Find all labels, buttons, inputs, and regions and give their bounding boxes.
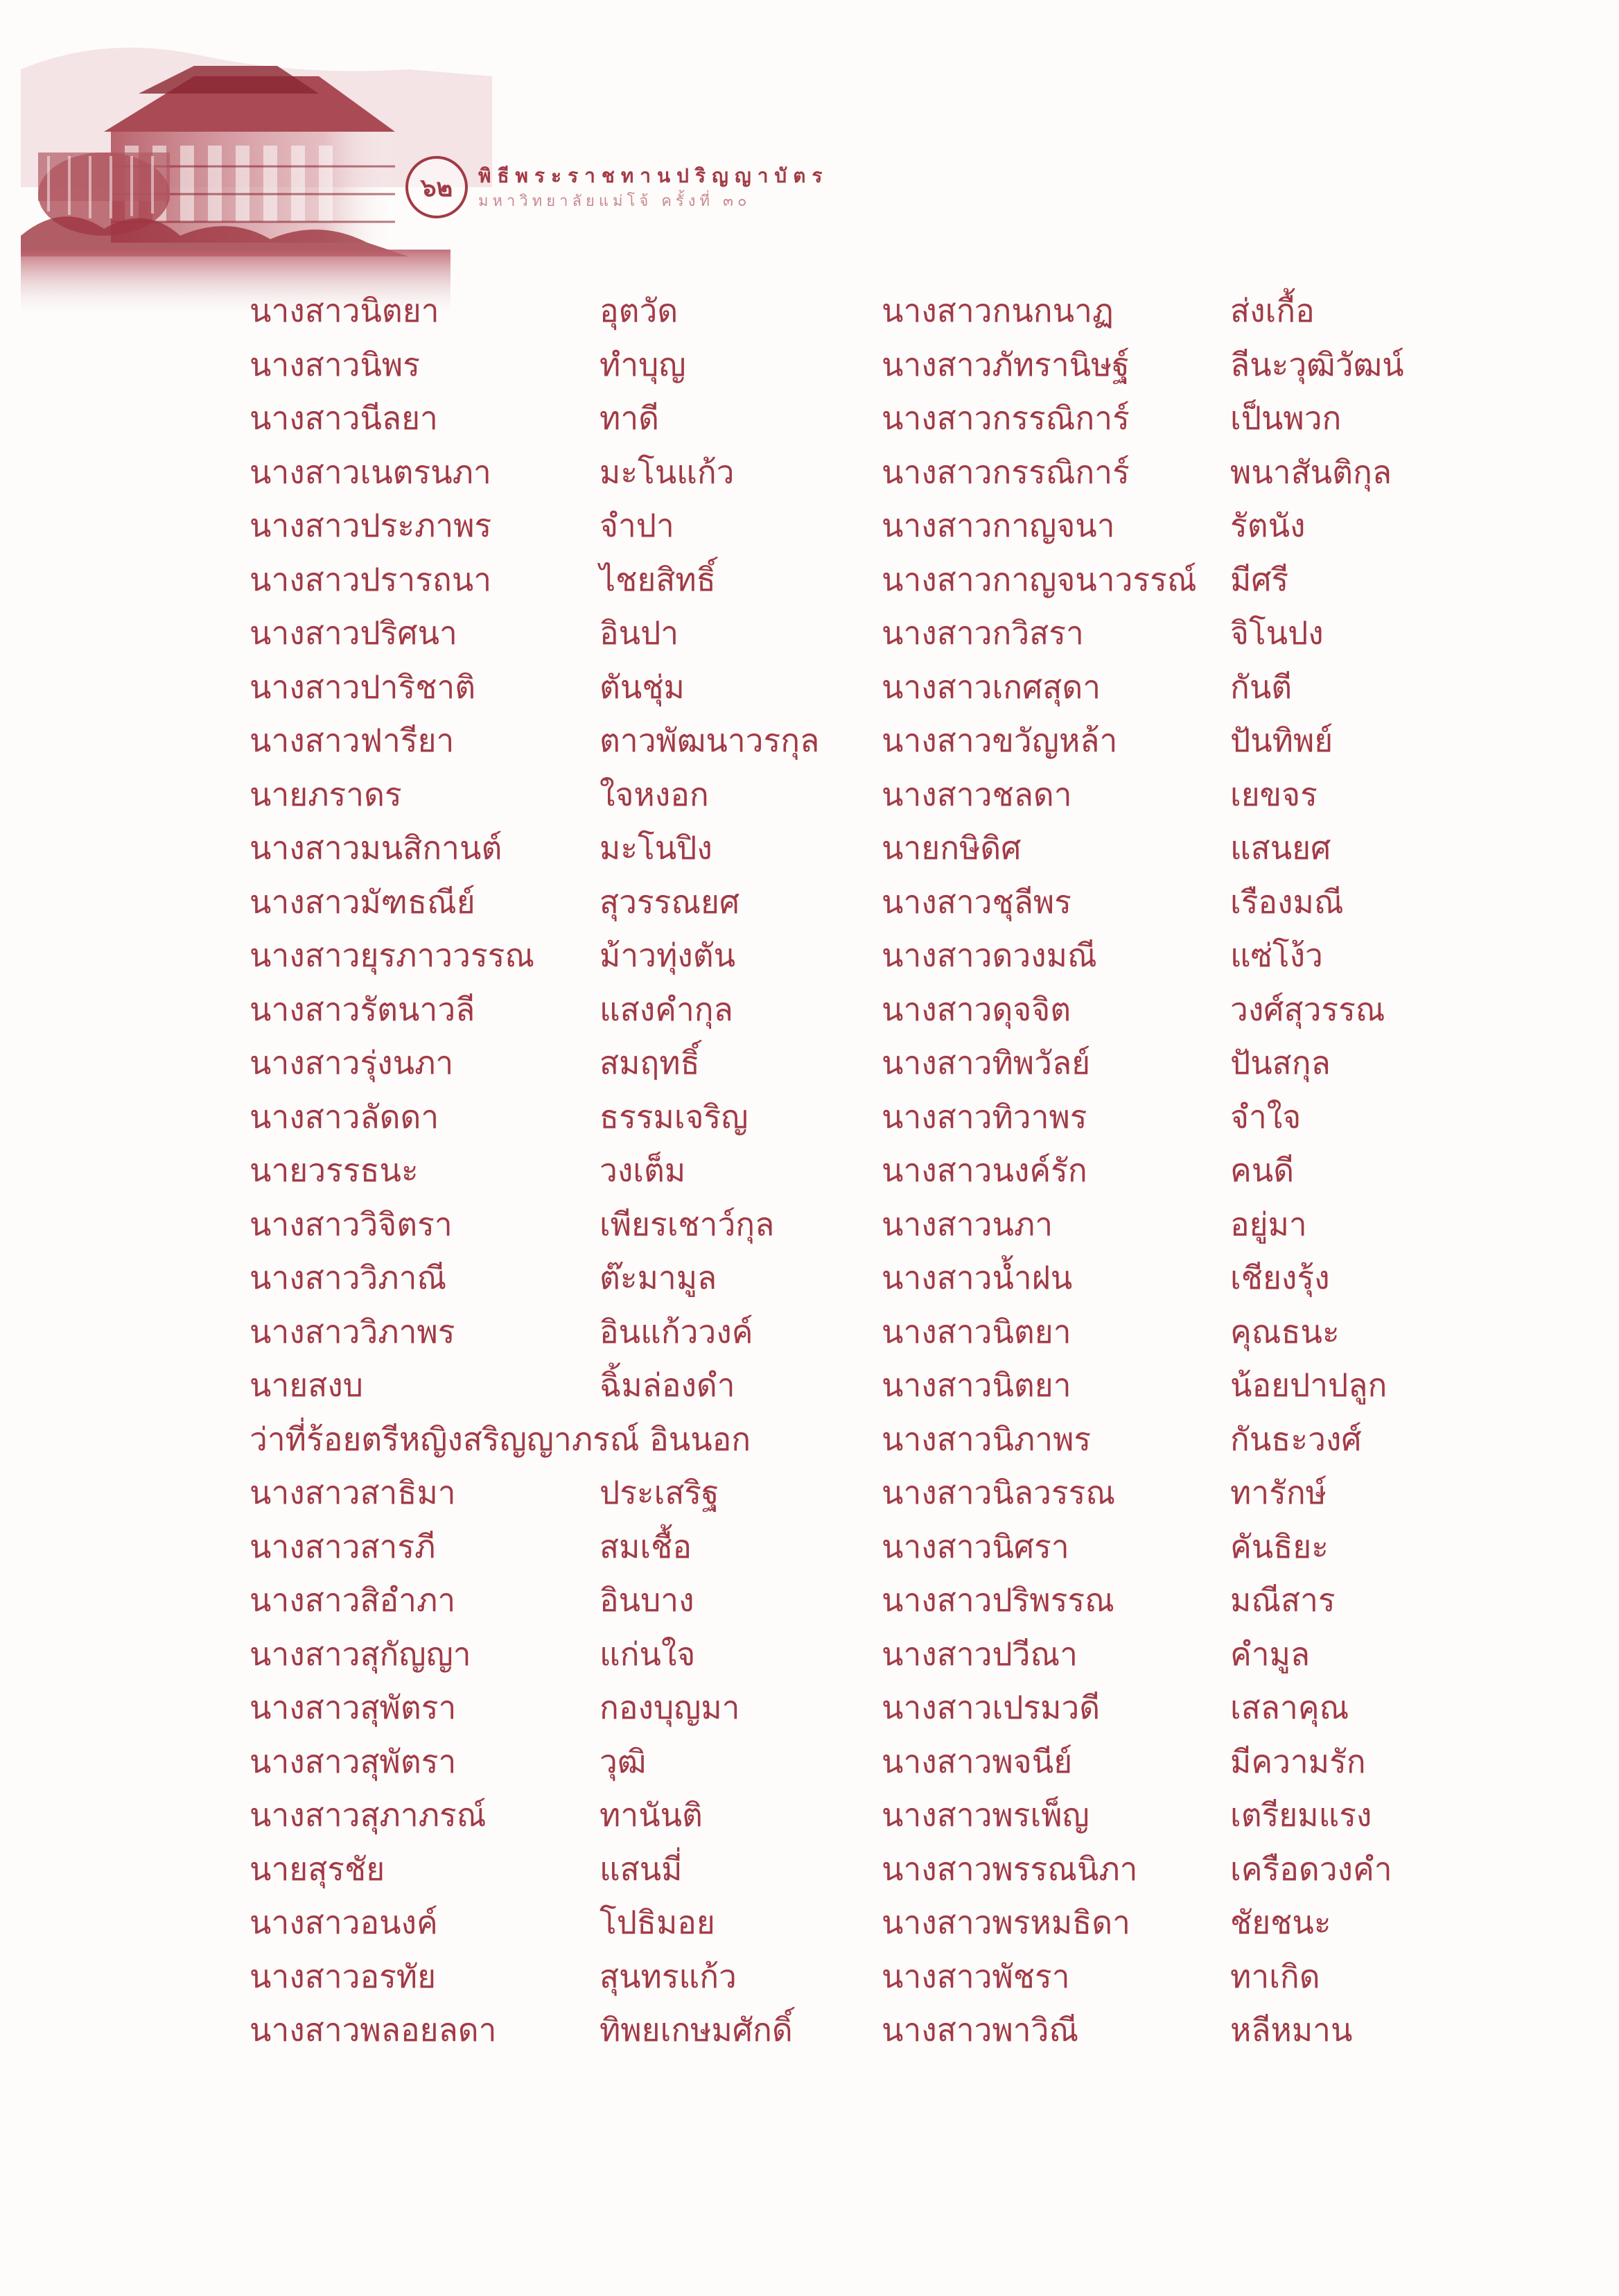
name-row — [250, 876, 1525, 930]
last-name: เชียงรุ้ง — [1230, 1259, 1330, 1296]
first-name: นางสาวมัฑธณีย์ — [250, 882, 475, 921]
last-name: สมเชื้อ — [600, 1527, 692, 1565]
first-name: นางสาวสุพัตรา — [250, 1689, 457, 1726]
last-name: แก่นใจ — [600, 1635, 696, 1673]
first-name: นายสุรชัย — [250, 1850, 385, 1888]
last-name: กันตี — [1230, 668, 1293, 706]
first-name: นางสาวกรรณิการ์ — [882, 399, 1130, 437]
last-name: ทานันติ — [600, 1796, 703, 1834]
last-name: ต๊ะมามูล — [600, 1259, 717, 1296]
last-name: อยู่มา — [1230, 1205, 1307, 1243]
name-row — [250, 1466, 1525, 1520]
ceremony-title: พิธีพระราชทานปริญญาบัตร — [478, 164, 829, 187]
last-name: ม้าวทุ่งตัน — [600, 937, 736, 974]
name-row — [250, 1090, 1525, 1145]
last-name: ส่งเกื้อ — [1230, 292, 1315, 329]
name-row — [250, 2003, 1525, 2058]
last-name: จำปา — [600, 507, 674, 544]
last-name: แสนมี่ — [600, 1850, 683, 1888]
page-number: ๖๒ — [420, 173, 453, 202]
last-name: ลีนะวุฒิวัฒน์ — [1230, 345, 1404, 383]
first-name: นางสาวอรทัย — [250, 1957, 437, 1995]
first-name: นางสาวกวิสรา — [882, 614, 1084, 652]
last-name: หลีหมาน — [1230, 2011, 1353, 2049]
ceremony-subtitle: มหาวิทยาลัยแม่โจ้ ครั้งที่ ๓๐ — [478, 193, 751, 210]
last-name: คุณธนะ — [1230, 1312, 1340, 1350]
first-name: นางสาวรัตนาวลี — [250, 990, 475, 1028]
last-name: เป็นพวก — [1230, 399, 1342, 437]
last-name: วงเต็ม — [600, 1151, 686, 1189]
first-name: นางสาวเกศสุดา — [882, 668, 1101, 706]
name-row — [250, 392, 1525, 446]
first-name: นางสาวปรารถนา — [250, 560, 492, 598]
name-row — [250, 1144, 1525, 1198]
page-number-badge — [405, 156, 468, 218]
name-row — [250, 768, 1525, 822]
first-name: ว่าที่ร้อยตรีหญิงสริญญาภรณ์ อินนอก — [250, 1420, 751, 1458]
first-name: นางสาวมนสิกานต์ — [250, 829, 502, 867]
last-name: พนาสันติกุล — [1230, 453, 1392, 491]
first-name: นางสาวนิศรา — [882, 1527, 1069, 1565]
last-name: ธรรมเจริญ — [600, 1097, 749, 1136]
name-row — [250, 1574, 1525, 1628]
last-name: ใจหงอก — [600, 775, 709, 813]
last-name: ทำบุญ — [600, 345, 686, 383]
first-name: นางสาวทิพวัลย์ — [882, 1044, 1091, 1081]
last-name: เยขจร — [1230, 775, 1318, 813]
last-name: ทิพยเกษมศักดิ์ — [600, 2011, 793, 2049]
name-row — [250, 1896, 1525, 1950]
first-name: นางสาวประภาพร — [250, 507, 492, 544]
name-row — [250, 1520, 1525, 1574]
last-name: มะโนปิง — [600, 829, 712, 867]
name-row — [250, 929, 1525, 983]
name-row — [250, 284, 1525, 338]
first-name: นางสาวพรเพ็ญ — [882, 1796, 1089, 1834]
last-name: แสงคำกุล — [600, 990, 733, 1028]
first-name: นางสาวอนงค์ — [250, 1904, 438, 1941]
name-row — [250, 1681, 1525, 1735]
last-name: กันธะวงศ์ — [1230, 1420, 1362, 1458]
first-name: นางสาวเปรมวดี — [882, 1689, 1101, 1726]
first-name: นางสาวนิตยา — [250, 292, 439, 329]
first-name: นางสาวปริพรรณ — [882, 1581, 1114, 1619]
last-name: สมฤทธิ์ — [600, 1044, 700, 1081]
first-name: นางสาวทิวาพร — [882, 1097, 1087, 1136]
last-name: อุตวัด — [600, 292, 679, 329]
name-row — [250, 1413, 1525, 1467]
name-row — [250, 1735, 1525, 1789]
first-name: นางสาวกรรณิการ์ — [882, 453, 1130, 491]
first-name: นางสาวปริศนา — [250, 614, 457, 652]
last-name: อินแก้ววงค์ — [600, 1312, 753, 1350]
first-name: นางสาวลัดดา — [250, 1097, 439, 1136]
first-name: นางสาวชลดา — [882, 775, 1072, 813]
first-name: นางสาวชุลีพร — [882, 882, 1071, 921]
graduate-name-list — [250, 284, 1525, 2058]
name-row — [250, 821, 1525, 876]
first-name: นางสาวนิภาพร — [882, 1420, 1092, 1458]
last-name: เตรียมแรง — [1230, 1796, 1372, 1834]
first-name: นางสาวนิตยา — [882, 1312, 1071, 1350]
first-name: นางสาวนิลวรรณ — [882, 1474, 1116, 1511]
first-name: นางสาวฟารียา — [250, 722, 455, 759]
first-name: นางสาวภัทรานิษฐ์ — [882, 345, 1130, 383]
name-row — [250, 1251, 1525, 1305]
first-name: นางสาวสารภี — [250, 1527, 436, 1565]
first-name: นางสาวสาธิมา — [250, 1474, 456, 1511]
name-row — [250, 1628, 1525, 1682]
last-name: ทารักษ์ — [1230, 1474, 1327, 1511]
last-name: ชัยชนะ — [1230, 1904, 1331, 1941]
first-name: นางสาวสุภาภรณ์ — [250, 1796, 487, 1834]
first-name: นางสาวยุรภาววรรณ — [250, 937, 535, 974]
first-name: นางสาวสุกัญญา — [250, 1635, 471, 1673]
last-name: แซ่โง้ว — [1230, 937, 1323, 974]
name-row — [250, 1843, 1525, 1897]
name-row — [250, 983, 1525, 1037]
last-name: สุนทรแก้ว — [600, 1957, 737, 1995]
last-name: วงศ์สุวรรณ — [1230, 990, 1385, 1028]
last-name: มณีสาร — [1230, 1581, 1336, 1619]
last-name: อินบาง — [600, 1581, 694, 1619]
first-name: นางสาวปาริชาติ — [250, 668, 476, 706]
first-name: นายวรรธนะ — [250, 1151, 419, 1189]
first-name: นางสาวนิตยา — [882, 1366, 1071, 1404]
first-name: นางสาวรุ่งนภา — [250, 1044, 454, 1081]
first-name: นางสาวพัชรา — [882, 1957, 1070, 1995]
first-name: นางสาวสิอำภา — [250, 1581, 456, 1619]
first-name: นางสาวขวัญหล้า — [882, 722, 1118, 759]
name-row — [250, 1036, 1525, 1090]
name-row — [250, 714, 1525, 768]
last-name: ตันชุ่ม — [600, 668, 685, 706]
first-name: นายสงบ — [250, 1366, 363, 1404]
last-name: มะโนแก้ว — [600, 453, 735, 491]
last-name: ฉิ้มล่องดำ — [600, 1366, 735, 1404]
last-name: กองบุญมา — [600, 1689, 740, 1726]
last-name: คำมูล — [1230, 1635, 1311, 1673]
last-name: รัตนัง — [1230, 507, 1306, 544]
last-name: ประเสริฐ — [600, 1474, 719, 1511]
last-name: ไชยสิทธิ์ — [600, 560, 716, 598]
last-name: โปธิมอย — [600, 1904, 715, 1941]
last-name: ทาเกิด — [1230, 1957, 1320, 1995]
name-row — [250, 607, 1525, 661]
last-name: เสลาคุณ — [1230, 1689, 1349, 1726]
first-name: นายภราดร — [250, 775, 402, 813]
first-name: นางสาววิจิตรา — [250, 1205, 453, 1243]
last-name: สุวรรณยศ — [600, 882, 740, 921]
last-name: วุฒิ — [600, 1742, 647, 1780]
first-name: นางสาวดวงมณี — [882, 937, 1097, 974]
name-row — [250, 661, 1525, 715]
first-name: นางสาวนีลยา — [250, 399, 438, 437]
first-name: นางสาวนภา — [882, 1205, 1053, 1243]
first-name: นางสาวกาญจนา — [882, 507, 1115, 544]
last-name: จำใจ — [1230, 1097, 1302, 1136]
first-name: นางสาวเนตรนภา — [250, 453, 491, 491]
first-name: นางสาวสุพัตรา — [250, 1742, 457, 1780]
first-name: นายกษิดิศ — [882, 829, 1022, 867]
name-row — [250, 553, 1525, 607]
first-name: นางสาวพาวิณี — [882, 2011, 1079, 2049]
last-name: เพียรเชาว์กุล — [600, 1205, 775, 1243]
last-name: แสนยศ — [1230, 829, 1331, 867]
name-row — [250, 1950, 1525, 2004]
last-name: มีศรี — [1230, 560, 1289, 598]
first-name: นางสาวพรหมธิดา — [882, 1904, 1130, 1941]
first-name: นางสาวนงค์รัก — [882, 1151, 1087, 1189]
last-name: น้อยปาปลูก — [1230, 1366, 1388, 1404]
first-name: นางสาวปวีณา — [882, 1635, 1078, 1673]
first-name: นางสาวดุจจิต — [882, 990, 1071, 1028]
name-row — [250, 499, 1525, 553]
first-name: นางสาววิภาพร — [250, 1312, 455, 1350]
first-name: นางสาวพจนีย์ — [882, 1742, 1073, 1780]
name-row — [250, 338, 1525, 392]
last-name: ทาดี — [600, 399, 660, 437]
first-name: นางสาววิภาณี — [250, 1259, 447, 1296]
last-name: เรืองมณี — [1230, 882, 1344, 921]
name-row — [250, 1789, 1525, 1843]
last-name: อินปา — [600, 614, 679, 652]
last-name: คนดี — [1230, 1151, 1295, 1189]
first-name: นางสาวกนกนาฏ — [882, 292, 1114, 329]
first-name: นางสาวนิพร — [250, 345, 420, 383]
last-name: ปันสกุล — [1230, 1044, 1331, 1081]
first-name: นางสาวพรรณนิภา — [882, 1850, 1138, 1888]
last-name: จิโนปง — [1230, 614, 1324, 652]
first-name: นางสาวพลอยลดา — [250, 2011, 497, 2049]
name-row — [250, 446, 1525, 500]
name-row — [250, 1359, 1525, 1413]
last-name: ตาวพัฒนาวรกุล — [600, 722, 820, 759]
last-name: มีความรัก — [1230, 1742, 1366, 1780]
last-name: เครือดวงคำ — [1230, 1850, 1392, 1888]
first-name: นางสาวกาญจนาวรรณ์ — [882, 560, 1197, 598]
name-row — [250, 1305, 1525, 1359]
first-name: นางสาวน้ำฝน — [882, 1259, 1073, 1296]
last-name: ปันทิพย์ — [1230, 722, 1333, 759]
last-name: คันธิยะ — [1230, 1527, 1329, 1565]
name-row — [250, 1198, 1525, 1252]
